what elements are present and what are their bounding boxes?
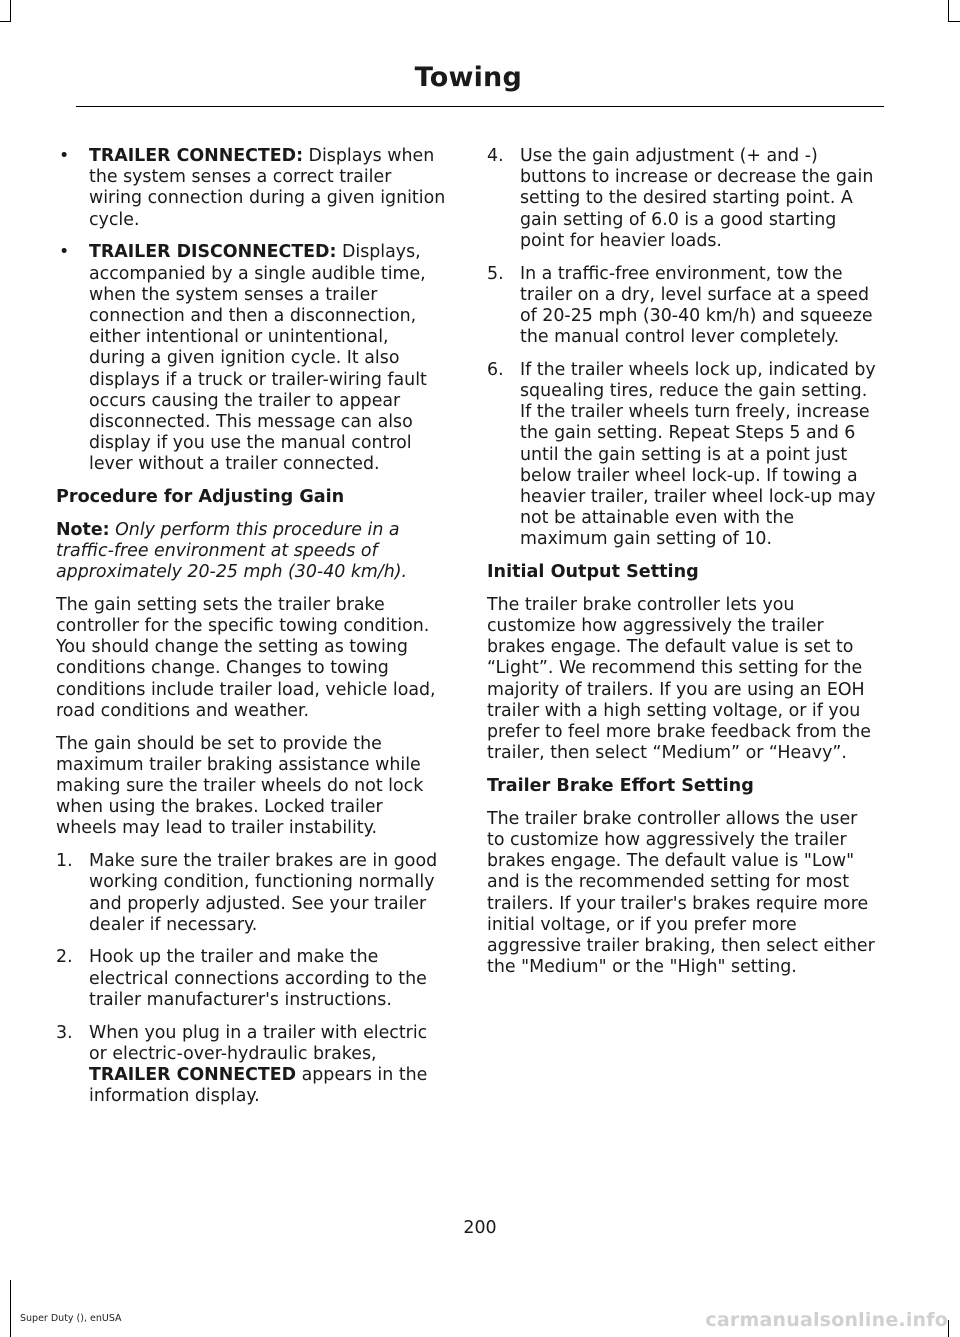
paragraph-gain-purpose: The gain should be set to provide the maximum trailer braking assistance while making sure the trailer wheels do not lock when using the brakes. Locked trailer wheels may lead to trailer instability. bbox=[56, 733, 424, 839]
bullet-trailer-connected bbox=[56, 146, 448, 231]
bullet-text: Displays, accompanied by a single audible time, when the system senses a trailer connection and then a disconnection, either intentional or unintentional, during a given ignition cycle. It also displays if a truck or trailer-wiring fault occurs causing the trailer to appear disconnected. This message can also display if you use the manual control lever without a trailer connected. bbox=[89, 242, 427, 475]
header-divider bbox=[76, 106, 884, 107]
note-text: Only perform this procedure in a traffic-free environment at speeds of approximately 20-25 mph (30-40 km/h). bbox=[56, 519, 408, 583]
step-number: 1. bbox=[56, 851, 73, 872]
step-number: 4. bbox=[487, 146, 504, 166]
step-text: In a traffic-free environment, tow the trailer on a dry, level surface at a speed of 20-25 mph (30-40 km/h) and squeeze the manual control lever completely. bbox=[520, 263, 873, 348]
step-number: 6. bbox=[487, 359, 504, 380]
note-label: Note: bbox=[56, 519, 110, 540]
paragraph-brake-effort: The trailer brake controller allows the user to customize how aggressively the trailer brakes engage. The default value is "Low" and is the recommended setting for most trailers. If your trailer's brakes require more initial voltage, or if you prefer more aggressive trailer braking, then select either the "Medium" or the "High" setting. bbox=[487, 808, 875, 978]
footer-text: Super Duty (), enUSA bbox=[20, 1313, 122, 1324]
paragraph-gain-setting: The gain setting sets the trailer brake controller for the specific towing condition. You should change the setting as towing conditions change. Changes to towing conditions include trailer load, vehicle load, road conditions and weather. bbox=[56, 594, 436, 721]
page-title: Towing bbox=[414, 62, 522, 93]
step-text: Hook up the trailer and make the electrical connections according to the trailer manufacturer's instructions. bbox=[89, 947, 427, 1010]
bullet-icon: • bbox=[59, 146, 70, 166]
crop-mark-bottom-right-v bbox=[948, 1320, 949, 1337]
note bbox=[56, 520, 448, 584]
watermark: carmanualsonline.info bbox=[705, 1309, 948, 1331]
step-number: 5. bbox=[487, 263, 504, 284]
step-text-pre: When you plug in a trailer with electric or electric-over-hydraulic brakes, bbox=[89, 1022, 428, 1064]
page-number: 200 bbox=[463, 1218, 497, 1238]
bullet-trailer-disconnected bbox=[56, 242, 448, 475]
crop-mark-bottom-left-v bbox=[10, 1280, 11, 1337]
left-column bbox=[56, 146, 448, 1119]
step-number: 3. bbox=[56, 1022, 73, 1043]
section-heading-initial-output: Initial Output Setting bbox=[487, 562, 699, 583]
bullet-text: Displays when the system senses a correct trailer wiring connection during a given ignition cycle. bbox=[89, 146, 446, 230]
step-text: If the trailer wheels lock up, indicated by squealing tires, reduce the gain setting. If the trailer wheels turn freely, increase the gain setting. Repeat Steps 5 and 6 until the gain setting is at a point just below trailer wheel lock-up. If towing a heavier trailer, trailer wheel lock-up may not be attainable even with the maximum gain setting of 10. bbox=[520, 359, 876, 550]
step-3 bbox=[56, 1023, 448, 1108]
step-number: 2. bbox=[56, 947, 73, 968]
step-text-post: appears in the information display. bbox=[89, 1064, 428, 1107]
step-text-bold: TRAILER CONNECTED bbox=[89, 1064, 297, 1085]
step-text: Use the gain adjustment (+ and -) buttons to increase or decrease the gain setting to the desired starting point. A gain setting of 6.0 is a good starting point for heavier loads. bbox=[520, 146, 874, 251]
step-6 bbox=[487, 360, 879, 551]
right-column bbox=[487, 146, 879, 990]
section-heading-brake-effort: Trailer Brake Effort Setting bbox=[487, 775, 754, 796]
paragraph-initial-output: The trailer brake controller lets you customize how aggressively the trailer brakes engage. The default value is set to “Light”. We recommend this setting for the majority of trailers. If you are using an EOH trailer with a high setting voltage, or if you prefer to feel more brake feedback from the trailer, then select “Medium” or “Heavy”. bbox=[487, 594, 871, 764]
step-5 bbox=[487, 264, 879, 349]
step-2 bbox=[56, 947, 448, 1011]
crop-mark-top-left-h bbox=[0, 21, 10, 22]
crop-mark-top-left-v bbox=[10, 0, 11, 22]
bullet-label: TRAILER CONNECTED: bbox=[89, 146, 304, 166]
step-1 bbox=[56, 851, 448, 936]
bullet-label: TRAILER DISCONNECTED: bbox=[89, 242, 337, 263]
bullet-icon: • bbox=[59, 242, 70, 263]
crop-mark-top-right-v bbox=[948, 0, 949, 22]
section-heading-adjusting-gain: Procedure for Adjusting Gain bbox=[56, 487, 345, 508]
crop-mark-top-right-h bbox=[949, 21, 960, 22]
step-4 bbox=[487, 146, 879, 252]
step-text: Make sure the trailer brakes are in good working condition, functioning normally and properly adjusted. See your trailer dealer if necessary. bbox=[89, 851, 438, 935]
